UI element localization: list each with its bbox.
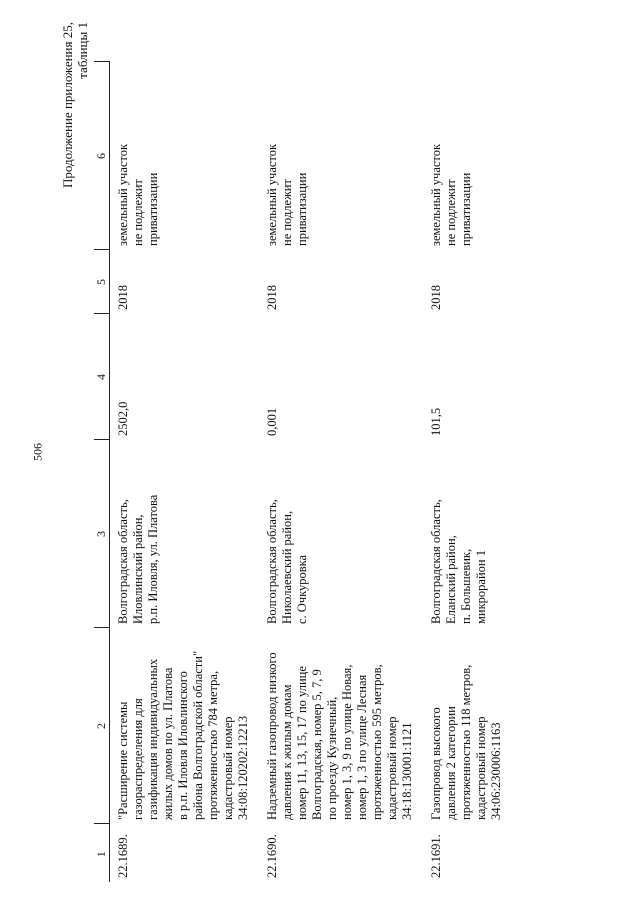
- continuation-header: [60, 22, 90, 188]
- column-header-4: 4: [94, 314, 110, 440]
- property-table: [94, 62, 512, 883]
- object-value: 0,001: [265, 407, 279, 436]
- page-number: 506: [30, 443, 45, 461]
- object-note: земельный участок не подлежит приватизации: [116, 143, 160, 246]
- column-header-3: 3: [94, 440, 110, 628]
- row-number: 22.1690.: [265, 834, 279, 878]
- object-note: земельный участок не подлежит приватизации: [429, 143, 473, 246]
- object-address: Волгоградская область, Еланский район, п. Большевик, микрорайон 1: [429, 499, 488, 624]
- object-value: 2502,0: [116, 401, 130, 436]
- column-header-2: 2: [94, 628, 110, 824]
- object-address: Волгоградская область, Иловлинский район, р.п. Иловля, ул. Платова: [116, 494, 160, 624]
- column-header-6: 6: [94, 62, 110, 250]
- object-year: 2018: [429, 285, 443, 310]
- object-name: Надземный газопровод низкого давления к жилым домам номер 11, 13, 15, 17 по улице Волгоградская, номер 5, 7, 9 по проезду Кузнечный, номер 1, 3, 9 по улице Новая, номер 1, 3 по улице Лесная протяженностью 595 метров, кадастровый номер 34:18:130001:1121: [265, 652, 414, 820]
- continuation-line-2: таблицы 1: [75, 22, 90, 79]
- continuation-line-1: Продолжение приложения 25,: [60, 22, 75, 189]
- object-address: Волгоградская область, Николаевский район, с. Очкуровка: [265, 499, 309, 624]
- row-number: 22.1691.: [429, 834, 443, 878]
- table-row: [110, 62, 260, 882]
- row-number: 22.1689.: [116, 834, 130, 878]
- object-year: 2018: [116, 285, 130, 310]
- column-header-5: 5: [94, 250, 110, 314]
- object-name: "Расширение системы газораспределения для газификация индивидуальных жилых домов по ул. Платова в р.п. Иловля Иловлинского района Волгоградской области" протяженностью 784 метра, кадастровый номер 34:08:120202:12213: [116, 650, 250, 820]
- content-frame: [60, 22, 620, 882]
- column-header-1: 1: [94, 824, 110, 882]
- column-number-row: [94, 62, 110, 882]
- rotated-page: [60, 22, 620, 882]
- table-row: [259, 62, 423, 882]
- table-row: [423, 62, 512, 882]
- object-name: Газопровод высокого давления 2 категории протяженностью 118 метров, кадастровый номер 34:06:230006:1163: [429, 664, 503, 820]
- object-year: 2018: [265, 285, 279, 310]
- object-note: земельный участок не подлежит приватизации: [265, 143, 309, 246]
- object-value: 101,5: [429, 407, 443, 436]
